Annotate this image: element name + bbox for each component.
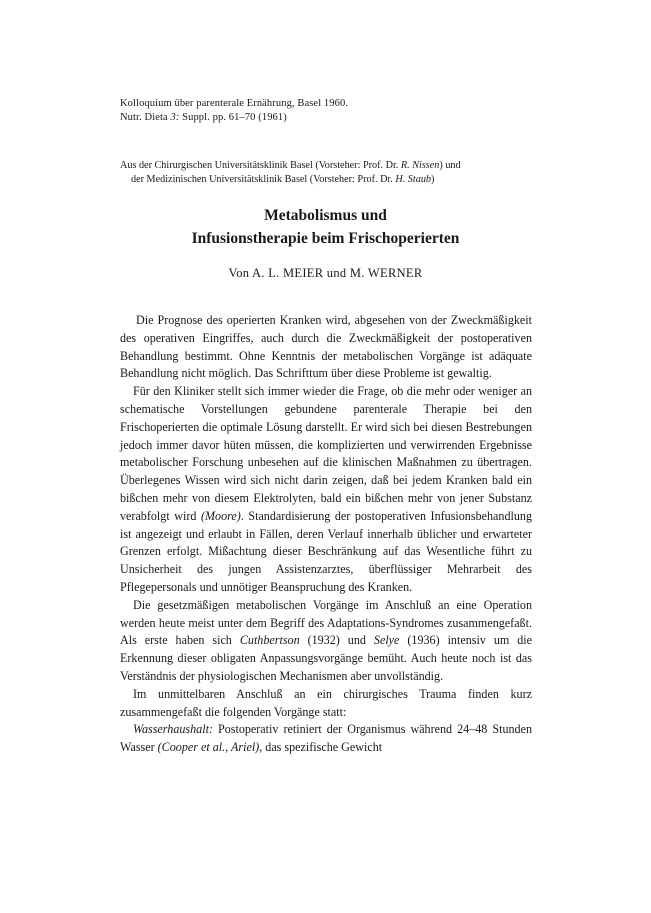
paragraph-5: Wasserhaushalt: Postoperativ retiniert der Organismus während 24–48 Stunden Wasser (Cooper et al., Ariel), das spezifische Gewicht [120, 722, 532, 755]
journal-pages: Suppl. pp. 61–70 (1961) [179, 112, 287, 123]
citation-selye: Selye [373, 633, 400, 648]
section-label-wasserhaushalt: Wasserhaushalt: [133, 722, 213, 737]
conference-citation: Kolloquium über parenterale Ernährung, Basel 1960. [120, 98, 349, 109]
citation-moore: (Moore) [200, 508, 241, 523]
affiliation-line-1: Aus der Chirurgischen Universitätsklinik Basel (Vorsteher: Prof. Dr. R. Nissen) und [120, 160, 461, 171]
article-title-line-1: Metabolismus und [264, 207, 387, 224]
paragraph-4: Im unmittelbaren Anschluß an ein chirurgisches Trauma finden kurz zusammengefaßt die folgenden Vorgänge statt: [120, 686, 532, 719]
author-byline: Von A. L. MEIER und M. WERNER [228, 266, 423, 280]
journal-header-line-1 [120, 97, 348, 111]
journal-name: Nutr. Dieta [120, 112, 171, 123]
paragraph-3: Die gesetzmäßigen metabolischen Vorgänge im Anschluß an eine Operation werden heute meist unter dem Begriff des Adaptations-Syndromes zusammengefaßt. Als erste haben sich Cuthbertson (1932) und Selye (1936) intensiv um die Erkennung dieser obligaten Anpassungsvorgänge bemüht. Auch heute noch ist das Verständnis der physiologischen Mechanismen aber unvollständig. [120, 597, 533, 683]
citation-cuthbertson: Cuthbertson [239, 633, 300, 648]
journal-volume: 3: [170, 112, 180, 123]
paragraph-1: Die Prognose des operierten Kranken wird, abgesehen von der Zweckmäßigkeit des operativen Eingriffes, auch durch die Zweckmäßigkeit der postoperativen Behandlung bestimmt. Ohne Kenntnis der metabolischen Vorgänge ist adäquate Behandlung nicht möglich. Das Schrifttum über diese Probleme ist gewaltig. [120, 313, 532, 381]
affiliation-line-2: der Medizinischen Universitätsklinik Basel (Vorsteher: Prof. Dr. H. Staub) [131, 174, 435, 185]
article-body [120, 312, 532, 757]
citation-cooper-ariel: (Cooper et al., Ariel) [157, 740, 260, 755]
article-title-line-2: Infusionstherapie beim Frischoperierten [191, 230, 460, 247]
director-name-2: H. Staub [395, 174, 432, 185]
director-name-1: R. Nissen [400, 160, 440, 171]
paragraph-2: Für den Kliniker stellt sich immer wieder die Frage, ob die mehr oder weniger an schematische Vorstellungen gebundene parenterale Therapie bei den Frischoperierten die optimale Lösung darstellt. Er wird sich bei diesen Bestrebungen jedoch immer davor hüten müssen, die komplizierten und verwirrenden Ergebnisse metabolischer Forschung unbesehen auf die klinischen Maßnahmen zu übertragen. Überlegenes Wissen wird sich nicht darin zeigen, daß bei jedem Kranken bald ein bißchen mehr von diesem Elektrolyten, bald ein bißchen mehr von jener Substanz verabfolgt wird (Moore). Standardisierung der postoperativen Infusionsbehandlung ist angezeigt und erlaubt in Fällen, deren Verlauf innerhalb üblicher und erwarteter Grenzen erfolgt. Mißachtung dieser Beschränkung auf das Wesentliche führt zu Unsicherheit des jungen Assistenzarztes, überflüssiger Mehrarbeit des Pflegepersonals und unnötiger Beanspruchung des Kranken. [120, 384, 532, 594]
journal-header-line-2 [120, 111, 287, 125]
